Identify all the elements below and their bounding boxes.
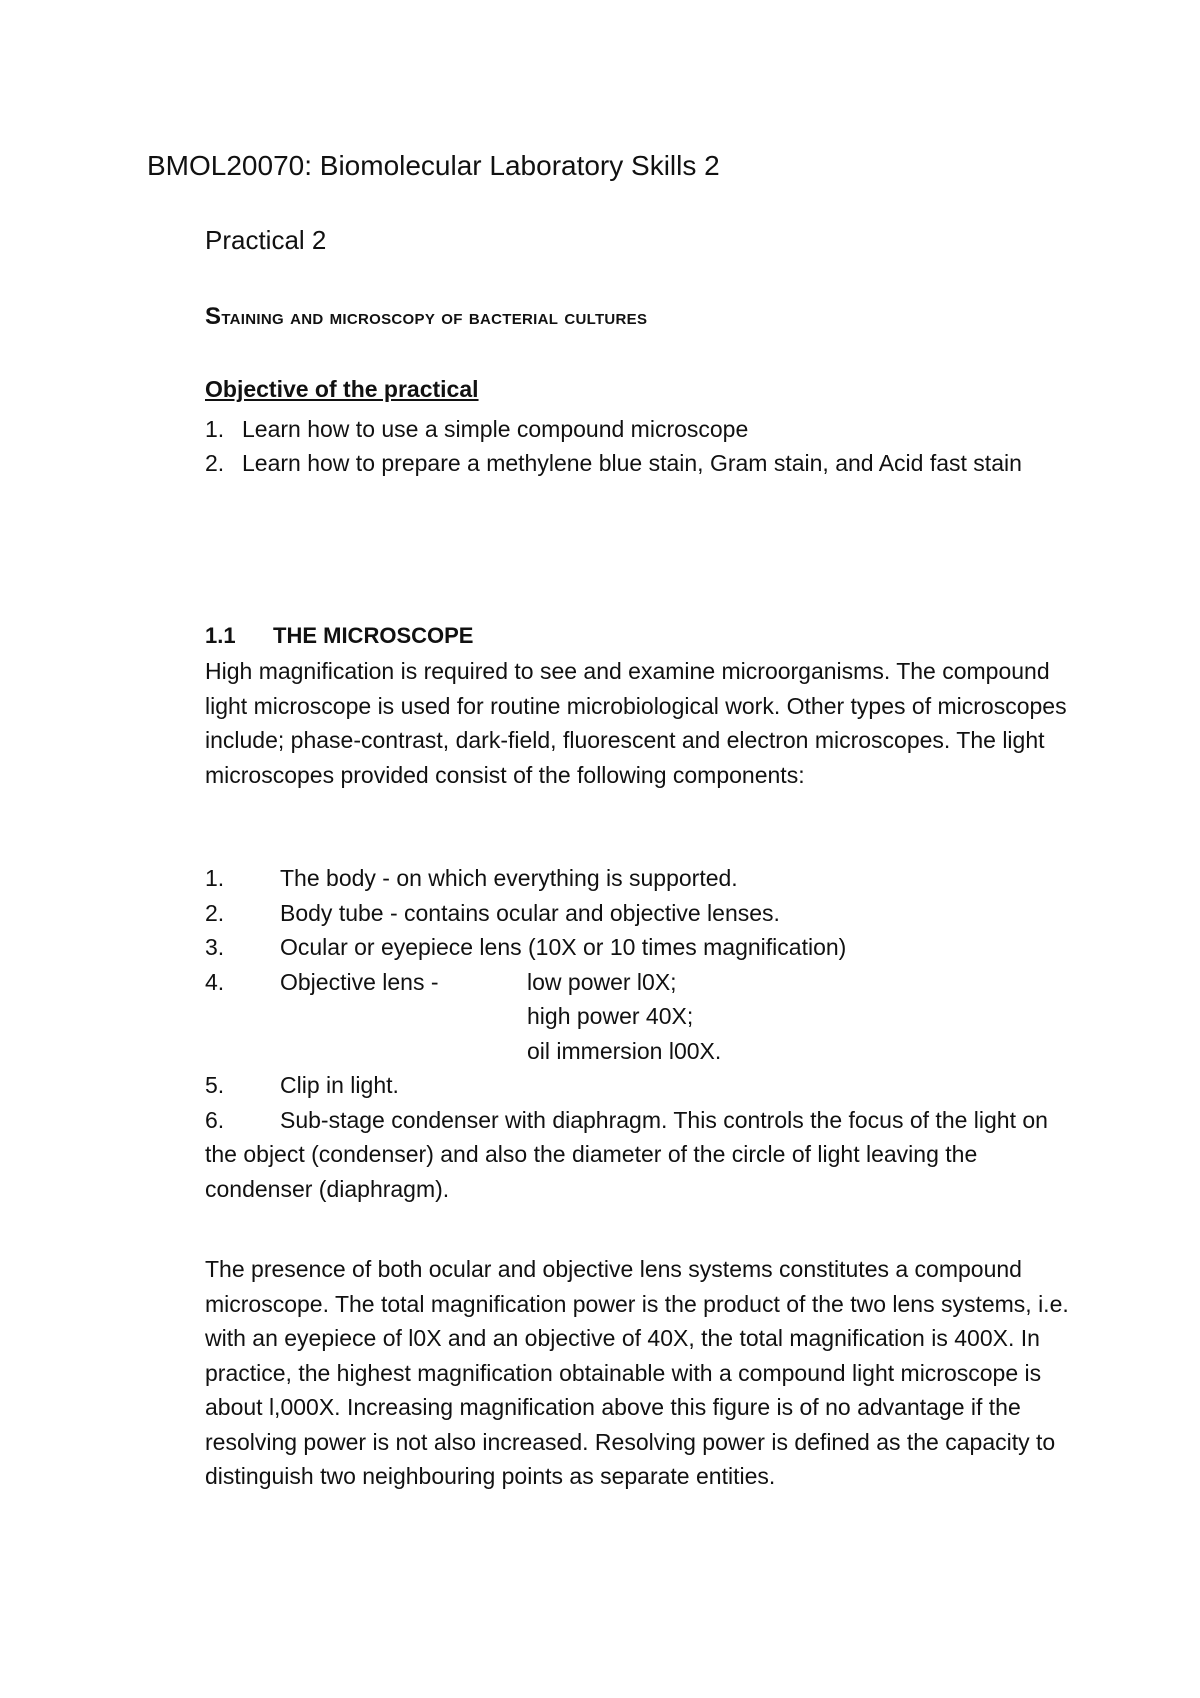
list-item-text: Learn how to prepare a methylene blue stain, Gram stain, and Acid fast stain [242, 450, 1022, 476]
list-item-number: 4. [205, 968, 225, 995]
section-heading [205, 623, 473, 649]
document-title: BMOL20070: Biomolecular Laboratory Skills 2 [147, 150, 720, 181]
list-item-text: Clip in light. [280, 1072, 399, 1098]
list-item-number: 6. [205, 1106, 225, 1133]
list-item-text: Ocular or eyepiece lens (10X or 10 times magnification) [280, 934, 847, 960]
list-item [205, 1103, 1085, 1207]
subtitle-initial: S [205, 303, 222, 330]
list-item [205, 1068, 1085, 1103]
objective-heading: Objective of the practical [205, 376, 479, 402]
list-item-text: Sub-stage condenser with diaphragm. This controls the focus of the light on the object (condenser) and also the diameter of the circle of light leaving the condenser (diaphragm). [205, 1106, 1048, 1202]
objectives-list [205, 412, 1085, 480]
intro-paragraph: High magnification is required to see and examine microorganisms. The compound light microscope is used for routine microbiological work. Other types of microscopes include; phase-contrast, dark-field, fluorescent and electron microscopes. The light microscopes provided consist of the following components: [205, 658, 1067, 788]
lens-power-high: high power 40X; [527, 1003, 694, 1029]
list-item [205, 412, 1085, 446]
section-title: THE MICROSCOPE [273, 623, 474, 648]
conclusion-paragraph: The presence of both ocular and objective lens systems constitutes a compound microscope. The total magnification power is the product of the two lens systems, i.e. with an eyepiece of l0X and an objective of 40X, the total magnification is 400X. In practice, the highest magnification obtainable with a compound light microscope is about l,000X. Increasing magnification above this figure is of no advantage if the resolving power is not also increased. Resolving power is defined as the capacity to distinguish two neighbouring points as separate entities. [205, 1256, 1069, 1489]
objective-lens-label: Objective lens - [280, 968, 439, 995]
practical-heading: Practical 2 [205, 225, 327, 255]
list-item-number: 1. [205, 416, 225, 442]
list-item-number: 2. [205, 899, 225, 926]
lens-power-low: low power l0X; [527, 968, 677, 995]
lens-power-oil: oil immersion l00X. [527, 1037, 722, 1064]
list-item [205, 965, 1085, 1069]
list-item [205, 861, 1085, 896]
list-item [205, 446, 1085, 480]
list-item-number: 3. [205, 934, 225, 960]
list-item-text: Learn how to use a simple compound microscope [242, 416, 749, 442]
list-item [205, 930, 1085, 965]
practical-subtitle [205, 303, 647, 331]
list-item-number: 1. [205, 865, 225, 891]
list-item [205, 896, 1085, 931]
components-list [205, 861, 1085, 1206]
list-item-number: 2. [205, 450, 225, 476]
list-item-number: 5. [205, 1072, 225, 1098]
section-number: 1.1 [205, 623, 236, 648]
list-item-text: The body - on which everything is supported. [280, 865, 738, 891]
subtitle-rest: taining and microscopy of bacterial cultures [221, 306, 648, 329]
list-item-text: Body tube - contains ocular and objective lenses. [280, 899, 780, 926]
